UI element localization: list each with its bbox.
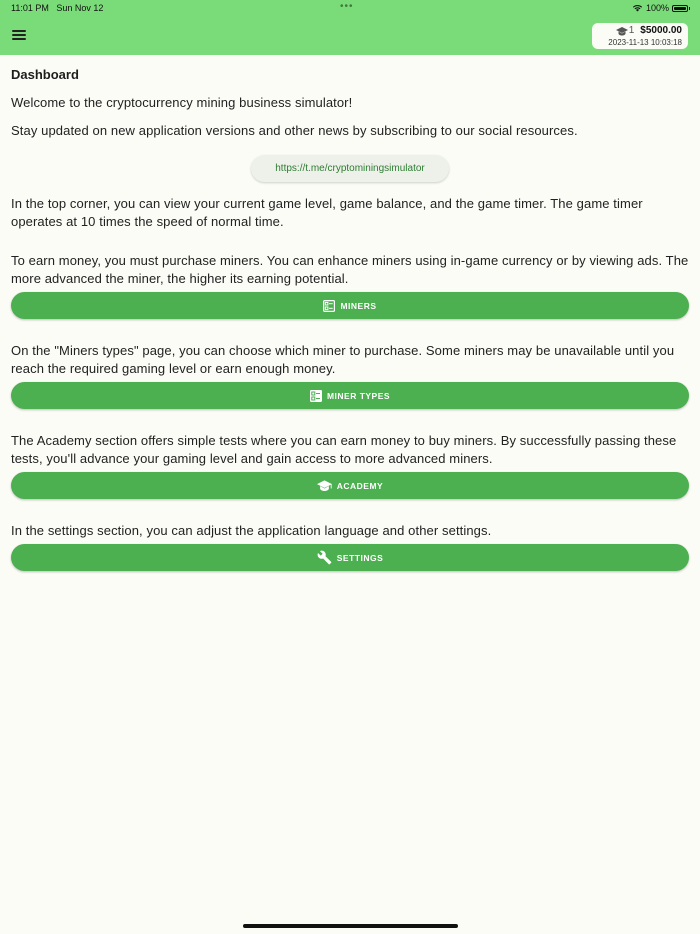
wifi-icon (632, 4, 643, 12)
battery-icon (672, 5, 688, 12)
status-date: Sun Nov 12 (56, 3, 104, 13)
wrench-icon (317, 550, 332, 565)
graduation-cap-icon (317, 480, 332, 492)
multitasking-dots-icon[interactable]: ••• (340, 1, 354, 12)
game-balance: $5000.00 (640, 25, 682, 36)
academy-button-label: ACADEMY (336, 480, 384, 491)
menu-button[interactable] (12, 29, 26, 41)
battery-percent: 100% (645, 3, 669, 13)
welcome-text: Welcome to the cryptocurrency mining business simulator! (11, 95, 353, 110)
level-value: 1 (628, 25, 635, 36)
status-time: 11:01 PM (11, 3, 49, 13)
top-corner-info-text: In the top corner, you can view your current game level, game balance, and the game timer. The game timer operates at 10 times the speed of normal time. (11, 196, 643, 229)
stay-updated-text: Stay updated on new application versions and other news by subscribing to our social resources. (11, 123, 578, 138)
app-header (0, 0, 700, 55)
status-bar-right (632, 3, 688, 13)
miners-button[interactable] (11, 292, 689, 319)
miner-types-list-icon (310, 390, 322, 402)
game-stats-panel (592, 23, 688, 49)
hamburger-line (12, 34, 26, 36)
miners-list-icon (323, 300, 335, 312)
telegram-link-button[interactable]: https://t.me/cryptominingsimulator (251, 155, 449, 182)
page-title: Dashboard (11, 67, 79, 82)
hamburger-menu-icon (12, 30, 26, 32)
game-level (616, 25, 635, 37)
home-indicator[interactable] (243, 924, 458, 928)
settings-button-label: SETTINGS (336, 552, 384, 563)
settings-info-text: In the settings section, you can adjust the application language and other settings. (11, 523, 492, 538)
miner-types-info-text: On the "Miners types" page, you can choose which miner to purchase. Some miners may be unavailable until you reach the required gaming level or earn enough money. (11, 343, 675, 376)
miner-types-button-label: MINER TYPES (326, 390, 391, 401)
miners-button-label: MINERS (340, 300, 377, 311)
hamburger-line (12, 38, 26, 40)
settings-button[interactable] (11, 544, 689, 571)
status-bar-time (11, 3, 103, 13)
graduation-cap-icon (616, 27, 628, 36)
game-timer: 2023-11-13 10:03:18 (608, 38, 682, 47)
miner-types-button[interactable] (11, 382, 689, 409)
miners-info-text: To earn money, you must purchase miners. You can enhance miners using in-game currency or by viewing ads. The more advanced the miner, the higher its earning potential. (11, 253, 689, 286)
academy-button[interactable] (11, 472, 689, 499)
academy-info-text: The Academy section offers simple tests where you can earn money to buy miners. By successfully passing these tests, you'll advance your gaming level and gain access to more advanced miners. (11, 433, 677, 466)
